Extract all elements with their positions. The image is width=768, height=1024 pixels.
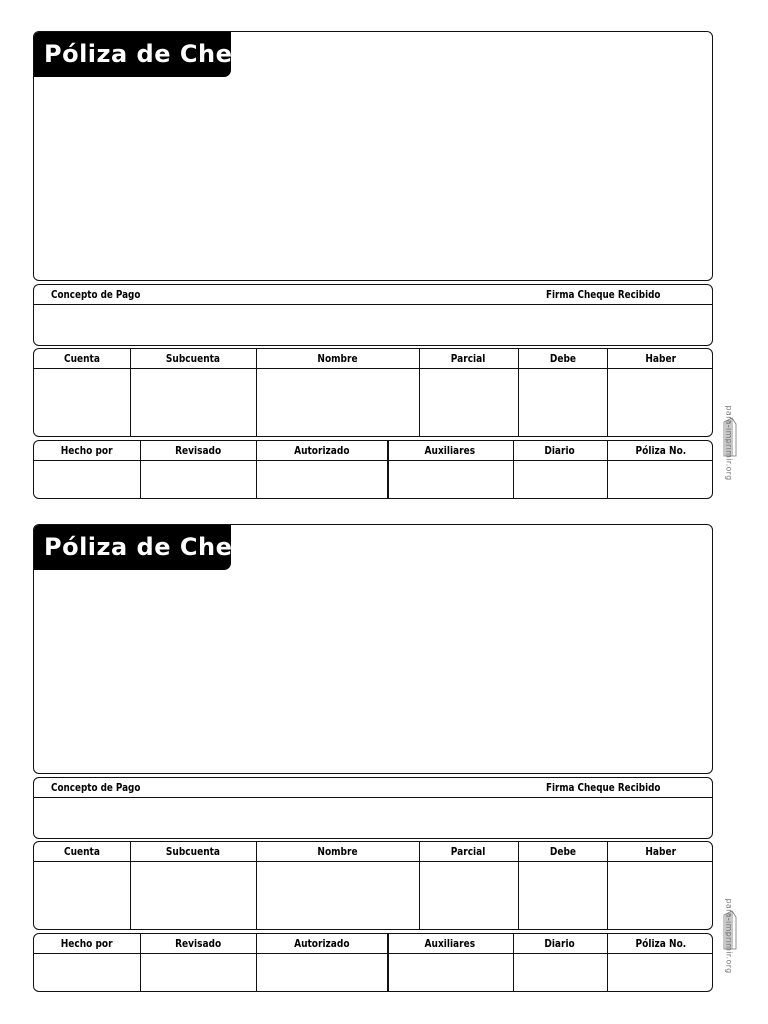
concepto-header (34, 778, 712, 798)
hecho-table (33, 933, 713, 992)
watermark-logo-2 (718, 881, 740, 991)
col-header-haber: Haber (645, 845, 676, 858)
cuentas-table (33, 348, 713, 437)
col-header-debe: Debe (549, 352, 576, 365)
concepto-label: Concepto de Pago (51, 781, 141, 794)
column-divider (419, 842, 420, 929)
watermark-logo-1 (718, 388, 740, 498)
column-divider (130, 349, 131, 436)
hecho-table (33, 440, 713, 499)
col-header-revisado: Revisado (174, 444, 222, 457)
col-header-cuenta: Cuenta (63, 845, 100, 858)
col-header-poliza-no: Póliza No. (635, 444, 686, 457)
column-divider (607, 842, 608, 929)
form-title: Póliza de Cheque (34, 32, 231, 77)
watermark-text: para-imprimir.org (724, 898, 734, 974)
column-divider (513, 441, 514, 498)
col-header-hecho-por: Hecho por (61, 444, 113, 457)
col-header-cuenta: Cuenta (63, 352, 100, 365)
col-header-revisado: Revisado (174, 937, 222, 950)
col-header-diario: Diario (544, 937, 576, 950)
column-divider (256, 934, 257, 991)
col-header-diario: Diario (544, 444, 576, 457)
col-header-auxiliares: Auxiliares (424, 937, 476, 950)
concepto-section (33, 284, 713, 346)
concepto-header (34, 285, 712, 305)
col-header-subcuenta: Subcuenta (165, 845, 221, 858)
col-header-hecho-por: Hecho por (61, 937, 113, 950)
column-divider (256, 441, 257, 498)
poliza-form-2 (33, 524, 713, 994)
concepto-section (33, 777, 713, 839)
firma-label: Firma Cheque Recibido (546, 288, 661, 301)
column-divider (256, 349, 257, 436)
firma-label: Firma Cheque Recibido (546, 781, 661, 794)
col-header-parcial: Parcial (451, 845, 486, 858)
column-divider (140, 441, 141, 498)
col-header-autorizado: Autorizado (293, 444, 350, 457)
col-header-haber: Haber (645, 352, 676, 365)
poliza-form-1 (33, 31, 713, 501)
column-divider (518, 349, 519, 436)
col-header-autorizado: Autorizado (293, 937, 350, 950)
col-header-subcuenta: Subcuenta (165, 352, 221, 365)
column-divider (607, 349, 608, 436)
main-area (33, 31, 713, 281)
main-area (33, 524, 713, 774)
concepto-label: Concepto de Pago (51, 288, 141, 301)
column-divider (387, 441, 389, 498)
form-title: Póliza de Cheque (34, 525, 231, 570)
column-divider (607, 441, 608, 498)
column-divider (130, 842, 131, 929)
col-header-nombre: Nombre (317, 352, 358, 365)
col-header-auxiliares: Auxiliares (424, 444, 476, 457)
col-header-parcial: Parcial (451, 352, 486, 365)
col-header-debe: Debe (549, 845, 576, 858)
column-divider (518, 842, 519, 929)
watermark-text: para-imprimir.org (724, 405, 734, 481)
column-divider (256, 842, 257, 929)
column-divider (419, 349, 420, 436)
col-header-poliza-no: Póliza No. (635, 937, 686, 950)
column-divider (607, 934, 608, 991)
col-header-nombre: Nombre (317, 845, 358, 858)
column-divider (387, 934, 389, 991)
cuentas-table (33, 841, 713, 930)
column-divider (140, 934, 141, 991)
column-divider (513, 934, 514, 991)
